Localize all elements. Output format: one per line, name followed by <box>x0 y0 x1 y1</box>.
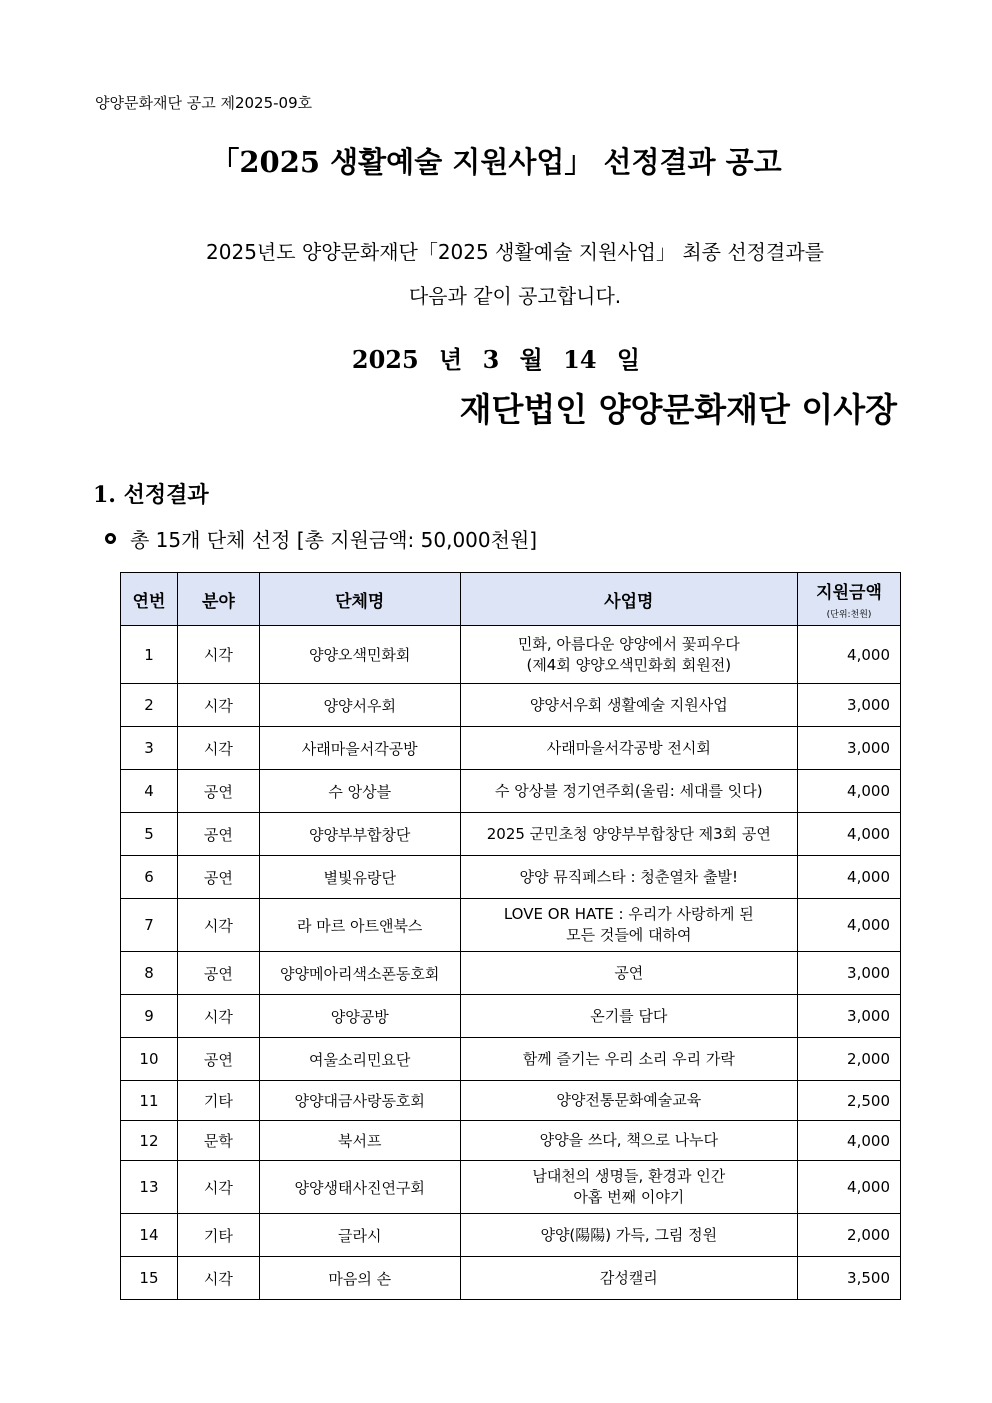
cell-field: 시각 <box>177 626 259 684</box>
cell-field: 공연 <box>177 770 259 813</box>
document-number: 양양문화재단 공고 제2025-09호 <box>95 94 313 112</box>
cell-amount: 3,000 <box>798 727 901 770</box>
cell-field: 시각 <box>177 684 259 727</box>
cell-amount: 4,000 <box>798 899 901 952</box>
cell-amount: 2,000 <box>798 1214 901 1257</box>
cell-group: 수 앙상블 <box>259 770 460 813</box>
header-field: 분야 <box>177 573 259 626</box>
project-line: 양양전통문화예술교육 <box>556 1091 702 1109</box>
cell-amount: 2,000 <box>798 1038 901 1081</box>
cell-group: 양양서우회 <box>259 684 460 727</box>
cell-no: 11 <box>121 1081 178 1121</box>
table-row <box>121 856 901 899</box>
cell-project <box>460 770 798 813</box>
cell-group: 북서프 <box>259 1121 460 1161</box>
table-row <box>121 1214 901 1257</box>
cell-group: 글라시 <box>259 1214 460 1257</box>
cell-project <box>460 1161 798 1214</box>
table-row <box>121 813 901 856</box>
cell-project <box>460 1121 798 1161</box>
project-line: 양양서우회 생활예술 지원사업 <box>529 695 728 714</box>
intro-line-1: 2025년도 양양문화재단「2025 생활예술 지원사업」 최종 선정결과를 <box>206 240 824 264</box>
cell-field: 공연 <box>177 952 259 995</box>
cell-field: 시각 <box>177 1161 259 1214</box>
cell-group: 라 마르 아트앤북스 <box>259 899 460 952</box>
intro-line-2: 다음과 같이 공고합니다. <box>408 284 622 308</box>
cell-group: 사래마을서각공방 <box>259 727 460 770</box>
cell-amount: 4,000 <box>798 1121 901 1161</box>
header-project: 사업명 <box>460 573 798 626</box>
cell-project <box>460 1081 798 1121</box>
circle-bullet-icon <box>105 533 116 544</box>
cell-project <box>460 1257 798 1300</box>
table-header-row <box>121 573 901 626</box>
project-line: 민화, 아름다운 양양에서 꽃피우다 <box>517 634 740 653</box>
cell-no: 10 <box>121 1038 178 1081</box>
header-no: 연번 <box>121 573 178 626</box>
cell-project <box>460 899 798 952</box>
cell-project <box>460 626 798 684</box>
cell-amount: 2,500 <box>798 1081 901 1121</box>
cell-field: 시각 <box>177 1257 259 1300</box>
cell-no: 12 <box>121 1121 178 1161</box>
cell-no: 6 <box>121 856 178 899</box>
project-line: 감성캘리 <box>599 1268 658 1287</box>
project-line: 양양을 쓰다, 책으로 나누다 <box>539 1131 719 1149</box>
cell-group: 양양대금사랑동호회 <box>259 1081 460 1121</box>
cell-amount: 4,000 <box>798 770 901 813</box>
summary-text: 총 15개 단체 선정 [총 지원금액: 50,000천원] <box>130 528 538 552</box>
project-line: LOVE OR HATE : 우리가 사랑하게 된 <box>503 905 754 923</box>
cell-no: 5 <box>121 813 178 856</box>
cell-field: 공연 <box>177 813 259 856</box>
cell-field: 공연 <box>177 856 259 899</box>
cell-no: 9 <box>121 995 178 1038</box>
project-line: 함께 즐기는 우리 소리 우리 가락 <box>522 1049 735 1068</box>
cell-project <box>460 995 798 1038</box>
cell-amount: 4,000 <box>798 856 901 899</box>
table-row <box>121 1161 901 1214</box>
cell-project <box>460 727 798 770</box>
project-line: (제4회 양양오색민화회 회원전) <box>526 655 732 674</box>
cell-no: 4 <box>121 770 178 813</box>
table-row <box>121 626 901 684</box>
project-line: 2025 군민초청 양양부부합창단 제3회 공연 <box>486 824 771 843</box>
table-row <box>121 1081 901 1121</box>
cell-amount: 3,000 <box>798 952 901 995</box>
cell-group: 별빛유랑단 <box>259 856 460 899</box>
project-line: 온기를 담다 <box>590 1006 668 1025</box>
table-row <box>121 899 901 952</box>
cell-group: 양양공방 <box>259 995 460 1038</box>
cell-group: 양양메아리색소폰동호회 <box>259 952 460 995</box>
cell-project <box>460 684 798 727</box>
table-row <box>121 1121 901 1161</box>
header-amount <box>798 573 901 626</box>
cell-no: 15 <box>121 1257 178 1300</box>
cell-no: 14 <box>121 1214 178 1257</box>
cell-field: 시각 <box>177 727 259 770</box>
cell-project <box>460 952 798 995</box>
cell-amount: 4,000 <box>798 813 901 856</box>
table-row <box>121 1257 901 1300</box>
project-line: 아홉 번째 이야기 <box>573 1188 685 1206</box>
cell-no: 3 <box>121 727 178 770</box>
table-row <box>121 770 901 813</box>
cell-field: 기타 <box>177 1214 259 1257</box>
project-line: 사래마을서각공방 전시회 <box>546 738 711 757</box>
cell-group: 여울소리민요단 <box>259 1038 460 1081</box>
section-title: 1. 선정결과 <box>93 482 209 508</box>
cell-group: 양양부부합창단 <box>259 813 460 856</box>
cell-project <box>460 1214 798 1257</box>
selection-summary <box>105 524 537 553</box>
table-row <box>121 952 901 995</box>
announcement-date: 2025 년 3 월 14 일 <box>351 345 641 374</box>
cell-project <box>460 856 798 899</box>
table-row <box>121 995 901 1038</box>
header-group: 단체명 <box>259 573 460 626</box>
table-row <box>121 1038 901 1081</box>
project-line: 남대천의 생명들, 환경과 인간 <box>532 1167 726 1185</box>
cell-field: 문학 <box>177 1121 259 1161</box>
cell-project <box>460 1038 798 1081</box>
table-row <box>121 727 901 770</box>
results-table <box>120 572 901 1300</box>
cell-group: 마음의 손 <box>259 1257 460 1300</box>
project-line: 모든 것들에 대하여 <box>566 926 692 944</box>
cell-field: 시각 <box>177 995 259 1038</box>
header-amount-unit: (단위:천원) <box>826 610 872 620</box>
table-row <box>121 684 901 727</box>
project-line: 공연 <box>614 963 644 982</box>
cell-project <box>460 813 798 856</box>
cell-no: 8 <box>121 952 178 995</box>
issuer: 재단법인 양양문화재단 이사장 <box>459 390 897 429</box>
header-amount-label: 지원금액 <box>816 583 882 603</box>
page-title: 「2025 생활예술 지원사업」 선정결과 공고 <box>210 145 782 179</box>
cell-group: 양양오색민화회 <box>259 626 460 684</box>
cell-amount: 3,500 <box>798 1257 901 1300</box>
cell-no: 1 <box>121 626 178 684</box>
cell-amount: 3,000 <box>798 995 901 1038</box>
cell-amount: 3,000 <box>798 684 901 727</box>
cell-field: 공연 <box>177 1038 259 1081</box>
cell-field: 기타 <box>177 1081 259 1121</box>
cell-amount: 4,000 <box>798 1161 901 1214</box>
project-line: 양양 뮤직페스타 : 청춘열차 출발! <box>519 867 739 886</box>
cell-group: 양양생태사진연구회 <box>259 1161 460 1214</box>
cell-no: 13 <box>121 1161 178 1214</box>
cell-no: 2 <box>121 684 178 727</box>
cell-no: 7 <box>121 899 178 952</box>
cell-field: 시각 <box>177 899 259 952</box>
project-line: 수 앙상블 정기연주회(울림: 세대를 잇다) <box>494 781 763 800</box>
cell-amount: 4,000 <box>798 626 901 684</box>
project-line: 양양(陽陽) 가득, 그림 정원 <box>540 1225 718 1244</box>
